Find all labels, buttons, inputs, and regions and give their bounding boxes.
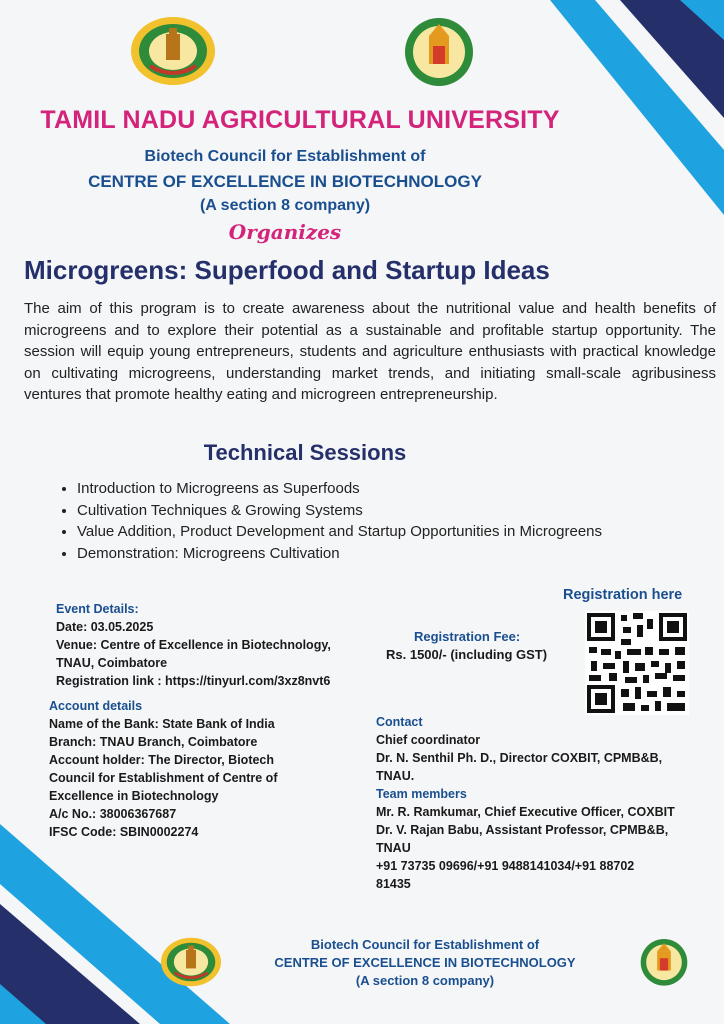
registration-fee-value: Rs. 1500/- (including GST) [386,647,548,662]
account-holder-line-2: Council for Establishment of Centre of [49,771,278,785]
footer-line-1: Biotech Council for Establishment of [310,937,540,952]
team-member-1: Mr. R. Ramkumar, Chief Executive Officer, COXBIT [376,805,675,819]
event-details-block [56,600,386,690]
registration-link[interactable]: Registration link : https://tinyurl.com/3xz8nvt6 [56,674,331,688]
footer-line-3: (A section 8 company) [355,973,495,988]
phone-numbers-line-2: 81435 [376,877,411,891]
session-item: • Cultivation Techniques & Growing Systems [77,500,667,522]
bank-name: Name of the Bank: State Bank of India [49,717,275,731]
account-details-block [49,697,379,841]
program-description: The aim of this program is to create awareness about the nutritional value and health benefits of microgreens and to explore their potential as a sustainable and profitable startup opportunity. The session will equip young entrepreneurs, students and agriculture enthusiasts with practical knowledge on cultivating microgreens, understanding market trends, and initiating small-scale agribusiness ventures that promote healthy eating and microgreen entrepreneurship. [24,300,716,403]
tnau-logo [130,16,216,86]
session-item: • Introduction to Microgreens as Superfoods [77,478,667,500]
bottom-left-decoration [0,824,230,1024]
team-member-2-line-2: TNAU [376,841,411,855]
council-line-1: Biotech Council for Establishment of [144,148,426,165]
event-venue-line-1: Venue: Centre of Excellence in Biotechnology, [56,638,331,652]
team-members-heading: Team members [376,787,467,801]
registration-qr-code[interactable] [585,611,689,715]
technical-sessions-list [60,478,667,564]
university-name: TAMIL NADU AGRICULTURAL UNIVERSITY [40,106,560,134]
tnau-logo [160,937,222,987]
event-date: Date: 03.05.2025 [56,620,154,634]
event-venue-line-2: TNAU, Coimbatore [56,656,168,670]
chief-coordinator-line-1: Dr. N. Senthil Ph. D., Director COXBIT, CPMB&B, [376,751,663,765]
contact-heading: Contact [376,715,423,729]
council-line-3: (A section 8 company) [199,197,371,214]
footer-line-2: CENTRE OF EXCELLENCE IN BIOTECHNOLOGY [274,955,576,970]
account-holder-line-1: Account holder: The Director, Biotech [49,753,275,767]
team-member-2-line-1: Dr. V. Rajan Babu, Assistant Professor, CPMB&B, [376,823,669,837]
registration-fee-label: Registration Fee: [414,629,521,644]
chief-coordinator-line-2: TNAU. [376,769,415,783]
organizes-label: Organizes [228,220,342,244]
session-item: • Demonstration: Microgreens Cultivation [77,543,667,565]
registration-here-label: Registration here [563,587,683,603]
technical-sessions-heading: Technical Sessions [203,440,407,465]
event-details-heading: Event Details: [56,602,139,616]
tamilnadu-government-emblem [640,937,688,989]
account-details-heading: Account details [49,699,143,713]
session-item: • Value Addition, Product Development and Startup Opportunities in Microgreens [77,521,667,543]
account-holder-line-3: Excellence in Biotechnology [49,789,219,803]
event-title: Microgreens: Superfood and Startup Ideas [24,255,550,285]
account-number: A/c No.: 38006367687 [49,807,177,821]
chief-coordinator-label: Chief coordinator [376,733,481,747]
tamilnadu-government-emblem [404,16,474,90]
phone-numbers-line-1: +91 73735 09696/+91 9488141034/+91 88702 [376,859,635,873]
council-line-2: CENTRE OF EXCELLENCE IN BIOTECHNOLOGY [88,172,482,191]
bank-branch: Branch: TNAU Branch, Coimbatore [49,735,258,749]
contact-block [376,713,716,893]
ifsc-code: IFSC Code: SBIN0002274 [49,825,199,839]
